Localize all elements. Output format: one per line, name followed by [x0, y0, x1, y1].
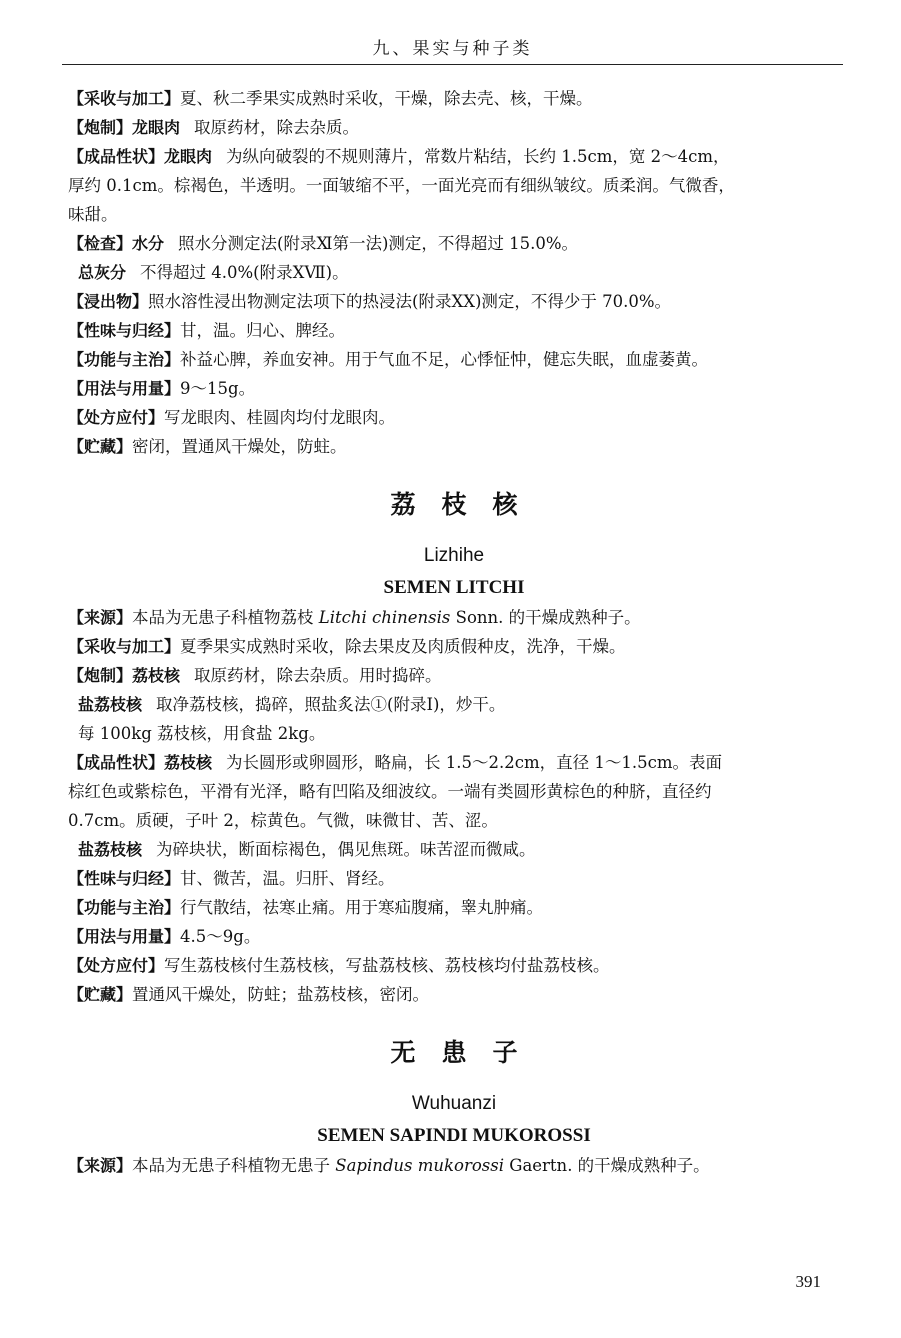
body-text: 写龙眼肉、桂圆肉均付龙眼肉。 — [164, 408, 396, 427]
section-tag: 【贮藏】 — [68, 985, 133, 1004]
section-tag: 【成品性状】 — [68, 147, 165, 166]
body-text: 棕红色或紫棕色，平滑有光泽，略有凹陷及细波纹。一端有类圆形黄棕色的种脐，直径约 — [68, 782, 712, 801]
body-text: 取原药材，除去杂质。用时捣碎。 — [194, 666, 442, 685]
subheading: 荔枝核 — [132, 666, 181, 685]
section-tag: 【用法与用量】 — [68, 379, 181, 398]
section-tag: 【性味与归经】 — [68, 321, 181, 340]
sec1-characteristics — [68, 142, 840, 229]
subheading: 龙眼肉 — [164, 147, 213, 166]
body-text: 4.5～9g。 — [180, 927, 261, 946]
herb-latin-name: SEMEN LITCHI — [383, 577, 525, 598]
subheading: 荔枝核 — [164, 753, 213, 772]
body-text: 取净荔枝核，捣碎，照盐炙法①(附录Ⅰ)，炒干。 — [156, 695, 506, 714]
running-header-title: 九、果实与种子类 — [372, 39, 533, 59]
body-text: 补益心脾，养血安神。用于气血不足，心悸怔忡，健忘失眠，血虚萎黄。 — [180, 350, 709, 369]
sec2-storage — [68, 980, 840, 1009]
section-tag: 【功能与主治】 — [68, 898, 181, 917]
herb-pinyin: Lizhihe — [423, 545, 485, 566]
section-tag: 【来源】 — [68, 608, 133, 627]
sec1-storage — [68, 432, 840, 461]
body-text: 行气散结，祛寒止痛。用于寒疝腹痛，睾丸肿痛。 — [180, 898, 544, 917]
sec2-usage — [68, 922, 840, 951]
body-text: 夏、秋二季果实成熟时采收，干燥，除去壳、核，干燥。 — [180, 89, 593, 108]
latin-species: Sapindus mukorossi — [335, 1156, 505, 1175]
section-tag: 【炮制】 — [68, 118, 133, 137]
sec1-usage — [68, 374, 840, 403]
body-text: 写生荔枝核付生荔枝核，写盐荔枝核、荔枝核均付盐荔枝核。 — [164, 956, 610, 975]
body-text: 置通风干燥处，防蛀；盐荔枝核，密闭。 — [132, 985, 430, 1004]
body-text: 取原药材，除去杂质。 — [194, 118, 360, 137]
sec2-processing-ratio — [68, 719, 840, 748]
body-text: 0.7cm。质硬，子叶 2，棕黄色。气微，味微甘、苦、涩。 — [68, 811, 498, 830]
herb-latin-name: SEMEN SAPINDI MUKOROSSI — [317, 1125, 591, 1146]
sec2-harvest — [68, 632, 840, 661]
section-tag: 【处方应付】 — [68, 956, 165, 975]
sec2-processing — [68, 661, 840, 690]
sec1-extract — [68, 287, 840, 316]
section-tag: 【性味与归经】 — [68, 869, 181, 888]
section-tag: 【贮藏】 — [68, 437, 133, 456]
body-text: 不得超过 4.0%(附录XⅦ)。 — [140, 263, 349, 282]
sec2-prescription — [68, 951, 840, 980]
sec1-harvest — [68, 84, 840, 113]
running-header — [62, 28, 843, 65]
sec2-function — [68, 893, 840, 922]
body-text: 为碎块状，断面棕褐色，偶见焦斑。味苦涩而微咸。 — [156, 840, 536, 859]
herb-title-lizhihe: 荔枝核 — [390, 490, 544, 519]
sec1-prescription — [68, 403, 840, 432]
body-text: 本品为无患子科植物荔枝 — [132, 608, 319, 627]
sec1-processing — [68, 113, 840, 142]
sec2-characteristics — [68, 748, 840, 835]
subheading: 龙眼肉 — [132, 118, 181, 137]
subheading: 总灰分 — [78, 263, 127, 282]
section-tag: 【炮制】 — [68, 666, 133, 685]
page-number: 391 — [795, 1272, 821, 1291]
subheading: 水分 — [132, 234, 165, 253]
herb-pinyin: Wuhuanzi — [411, 1093, 497, 1114]
body-text: 9～15g。 — [180, 379, 256, 398]
section-tag: 【功能与主治】 — [68, 350, 181, 369]
latin-species: Litchi chinensis — [318, 608, 451, 627]
section-tag: 【采收与加工】 — [68, 637, 181, 656]
sec1-nature — [68, 316, 840, 345]
sec1-check-ash — [68, 258, 840, 287]
body-text: 味甜。 — [68, 205, 118, 224]
section-tag: 【检查】 — [68, 234, 133, 253]
subheading: 盐荔枝核 — [78, 840, 143, 859]
body-text: 密闭，置通风干燥处，防蛀。 — [132, 437, 347, 456]
section-tag: 【来源】 — [68, 1156, 133, 1175]
page-content — [68, 84, 840, 1180]
body-text: Gaertn. 的干燥成熟种子。 — [504, 1156, 710, 1175]
sec1-check — [68, 229, 840, 258]
herb-title-wuhuanzi: 无患子 — [390, 1038, 544, 1067]
section-tag: 【处方应付】 — [68, 408, 165, 427]
body-text: 厚约 0.1cm。棕褐色，半透明。一面皱缩不平，一面光亮而有细纵皱纹。质柔润。气微香， — [68, 176, 735, 195]
sec2-processing-salt — [68, 690, 840, 719]
sec2-nature — [68, 864, 840, 893]
body-text: 照水分测定法(附录Ⅺ第一法)测定，不得超过 15.0%。 — [178, 234, 579, 253]
section-tag: 【采收与加工】 — [68, 89, 181, 108]
sec2-source — [68, 603, 840, 632]
section-tag: 【用法与用量】 — [68, 927, 181, 946]
body-text: 甘、微苦，温。归肝、肾经。 — [180, 869, 395, 888]
body-text: 照水溶性浸出物测定法项下的热浸法(附录XX)测定，不得少于 70.0%。 — [148, 292, 672, 311]
body-text: 甘，温。归心、脾经。 — [180, 321, 346, 340]
sec2-characteristics-salt — [68, 835, 840, 864]
sec1-function — [68, 345, 840, 374]
section-tag: 【浸出物】 — [68, 292, 149, 311]
subheading: 盐荔枝核 — [78, 695, 143, 714]
body-text: 为纵向破裂的不规则薄片，常数片粘结，长约 1.5cm，宽 2～4cm， — [226, 147, 730, 166]
section-tag: 【成品性状】 — [68, 753, 165, 772]
body-text: 每 100kg 荔枝核，用食盐 2kg。 — [78, 724, 326, 743]
body-text: Sonn. 的干燥成熟种子。 — [450, 608, 641, 627]
body-text: 为长圆形或卵圆形，略扁，长 1.5～2.2cm，直径 1～1.5cm。表面 — [226, 753, 723, 772]
body-text: 夏季果实成熟时采收，除去果皮及肉质假种皮，洗净，干燥。 — [180, 637, 626, 656]
body-text: 本品为无患子科植物无患子 — [132, 1156, 336, 1175]
sec3-source — [68, 1151, 840, 1180]
